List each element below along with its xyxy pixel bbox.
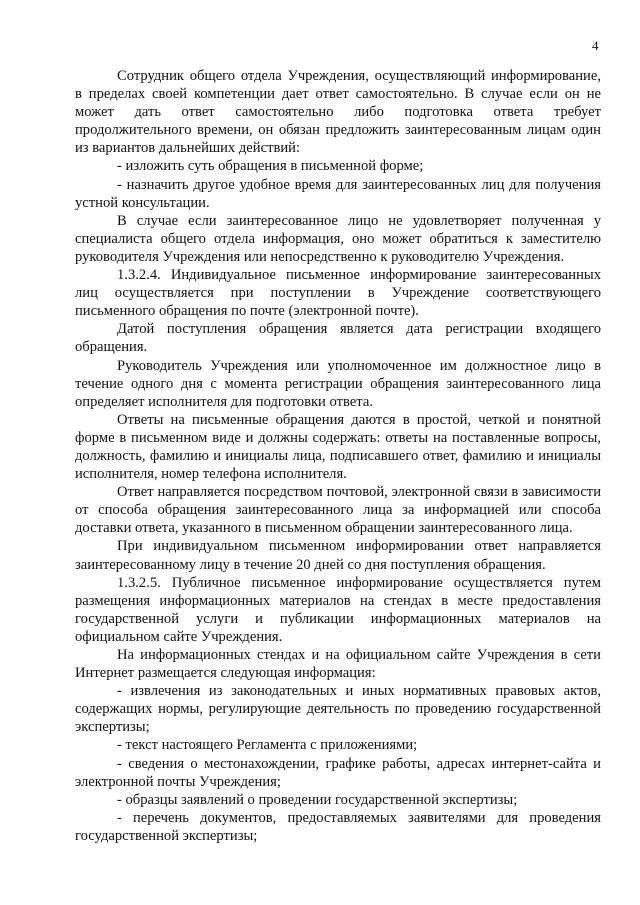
page-number: 4: [592, 38, 599, 53]
paragraph-receipt-date: Датой поступления обращения является дата регистрации входящего обращения.: [75, 321, 601, 356]
paragraph-1-3-2-4: 1.3.2.4. Индивидуальное письменное информирование заинтересованных лиц осуществляется при поступлении в Учреждение соответствующего письменного обращения по почте (электронной почте).: [75, 267, 601, 320]
list-item-legislation: - извлечения из законодательных и иных нормативных правовых актов, содержащих нормы, регулирующие деятельность по проведению государственной экспертизы;: [75, 683, 601, 736]
document-body: [75, 67, 601, 845]
paragraph-executor: Руководитель Учреждения или уполномоченное им должностное лицо в течение одного дня с момента регистрации обращения заинтересованного лица определяет исполнителя для подготовки ответа.: [75, 357, 601, 410]
list-item-other-time: - назначить другое удобное время для заинтересованных лиц для получения устной консультации.: [75, 176, 601, 211]
paragraph-answer-delivery: Ответ направляется посредством почтовой, электронной связи в зависимости от способа обращения заинтересованного лица за информацией или способа доставки ответа, указанного в письменном обращении заинтересованного лица.: [75, 484, 601, 537]
paragraph-1-3-2-5: 1.3.2.5. Публичное письменное информирование осуществляется путем размещения информационных материалов на стендах в месте предоставления государственной услуги и публикации информационных материалов на официальном сайте Учреждения.: [75, 574, 601, 645]
paragraph-answer-form: Ответы на письменные обращения даются в простой, четкой и понятной форме в письменном виде и должны содержать: ответы на поставленные вопросы, должность, фамилию и инициалы лица, подписавшего ответ, фамилию и инициалы исполнителя, номер телефона исполнителя.: [75, 411, 601, 483]
paragraph-answer-term: При индивидуальном письменном информировании ответ направляется заинтересованному лицу в течение 20 дней со дня поступления обращения.: [75, 538, 601, 573]
paragraph-dissatisfied: В случае если заинтересованное лицо не удовлетворяет полученная у специалиста общего отдела информация, оно может обратиться к заместителю руководителя Учреждения или непосредственно к руководителю Учреждения.: [75, 212, 601, 265]
paragraph-staff-response: Сотрудник общего отдела Учреждения, осуществляющий информирование, в пределах своей компетенции дает ответ самостоятельно. В случае если он не может дать ответ самостоятельно либо подготовка ответа требует продолжительного времени, он обязан предложить заинтересованным лицам один из вариантов дальнейших действий:: [75, 68, 601, 157]
paragraph-stands-info: На информационных стендах и на официальном сайте Учреждения в сети Интернет размещается следующая информация:: [75, 647, 601, 682]
list-item-application-samples: - образцы заявлений о проведении государственной экспертизы;: [117, 791, 518, 808]
list-item-regulation-text: - текст настоящего Регламента с приложениями;: [117, 737, 418, 754]
list-item-written-form: - изложить суть обращения в письменной форме;: [117, 158, 424, 175]
list-item-documents-list: - перечень документов, предоставляемых заявителями для проведения государственной экспертизы;: [75, 809, 601, 844]
list-item-location-info: - сведения о местонахождении, графике работы, адресах интернет-сайта и электронной почты Учреждения;: [75, 755, 601, 790]
